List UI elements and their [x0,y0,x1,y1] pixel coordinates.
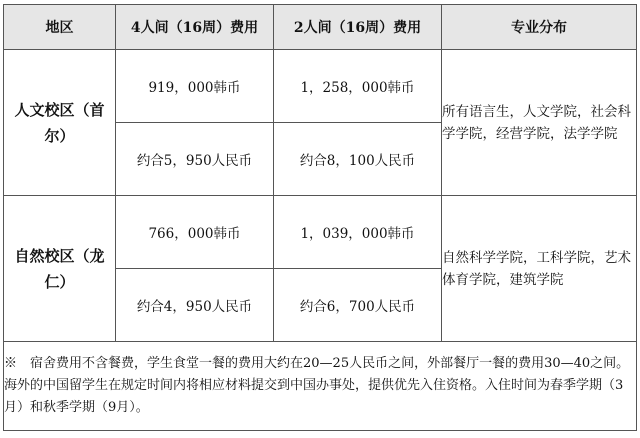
campus-name: 人文校区（首尔） [4,50,116,196]
two-person-rmb: 约合8，100人民币 [274,123,442,196]
note-text: ※ 宿舍费用不含餐费，学生食堂一餐的费用大约在20—25人民币之间，外部餐厅一餐的费用30—40之间。海外的中国留学生在规定时间内将相应材料提交到中国办事处，提供优先入住资格。入住时间为春季学期（3月）和秋季学期（9月）。 [4,342,637,431]
header-four-person-fee: 4人间（16周）费用 [116,5,274,50]
table-row [4,196,637,269]
two-person-krw: 1，039，000韩币 [274,196,442,269]
four-person-rmb: 约合5，950人民币 [116,123,274,196]
header-major-distribution: 专业分布 [442,5,637,50]
two-person-krw: 1，258，000韩币 [274,50,442,123]
four-person-krw: 919，000韩币 [116,50,274,123]
campus-name: 自然校区（龙仁） [4,196,116,342]
header-two-person-fee: 2人间（16周）费用 [274,5,442,50]
four-person-rmb: 约合4，950人民币 [116,269,274,342]
major-distribution: 自然科学学院，工科学院，艺术体育学院，建筑学院 [442,196,637,342]
major-distribution: 所有语言生，人文学院，社会科学学院，经营学院，法学学院 [442,50,637,196]
header-row [4,5,637,50]
header-region: 地区 [4,5,116,50]
two-person-rmb: 约合6，700人民币 [274,269,442,342]
table-row [4,50,637,123]
dormitory-fee-table [3,4,637,431]
four-person-krw: 766，000韩币 [116,196,274,269]
note-row [4,342,637,431]
